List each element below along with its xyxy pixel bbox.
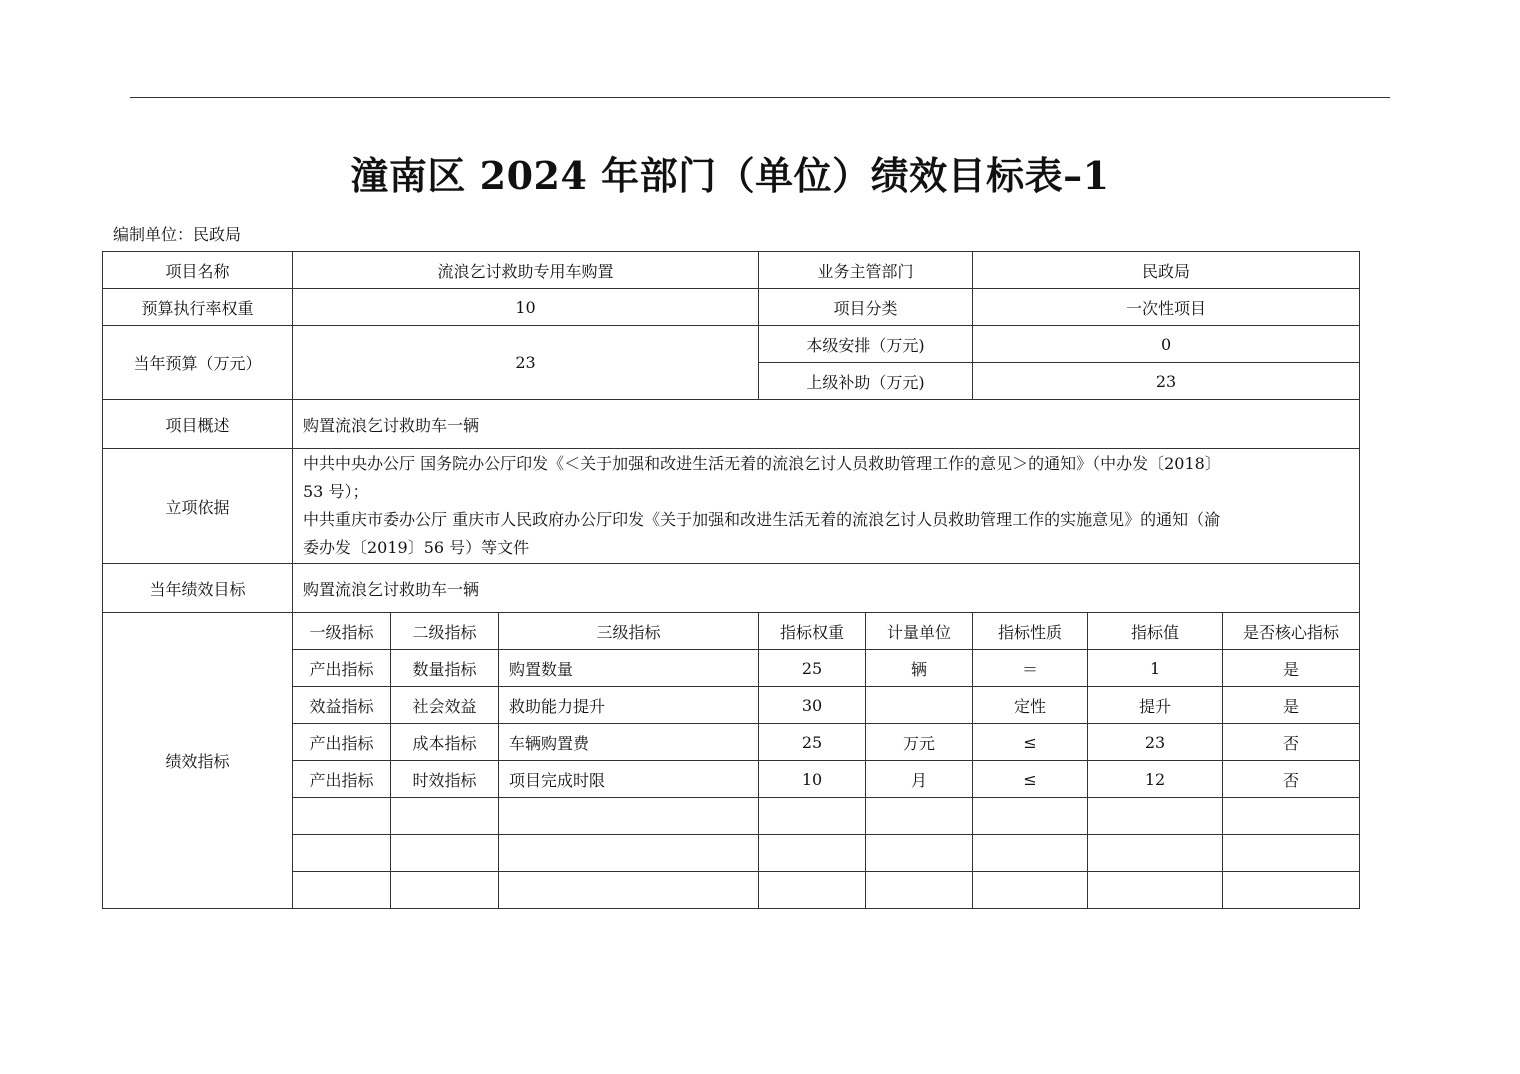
local-value: 0 bbox=[973, 326, 1360, 363]
category-label: 项目分类 bbox=[759, 289, 973, 326]
empty-cell bbox=[759, 872, 866, 909]
row-basis bbox=[103, 449, 1360, 564]
cell-unit: 万元 bbox=[866, 724, 973, 761]
empty-cell bbox=[973, 835, 1088, 872]
weight-value: 10 bbox=[293, 289, 759, 326]
empty-cell bbox=[1088, 835, 1223, 872]
cell-level3: 项目完成时限 bbox=[499, 761, 759, 798]
header-level2: 二级指标 bbox=[391, 613, 499, 650]
cell-unit bbox=[866, 687, 973, 724]
cell-core: 否 bbox=[1223, 724, 1360, 761]
cell-level3: 救助能力提升 bbox=[499, 687, 759, 724]
cell-nature: ≤ bbox=[973, 761, 1088, 798]
cell-level1: 产出指标 bbox=[293, 724, 391, 761]
weight-label: 预算执行率权重 bbox=[103, 289, 293, 326]
cell-level2: 时效指标 bbox=[391, 761, 499, 798]
compiling-unit: 编制单位：民政局 bbox=[113, 225, 242, 244]
empty-cell bbox=[293, 835, 391, 872]
header-rule bbox=[130, 97, 1390, 98]
empty-cell bbox=[1088, 798, 1223, 835]
overview-label: 项目概述 bbox=[103, 400, 293, 449]
empty-cell bbox=[866, 798, 973, 835]
empty-cell bbox=[1223, 798, 1360, 835]
cell-value: 12 bbox=[1088, 761, 1223, 798]
budget-value: 23 bbox=[293, 326, 759, 400]
indicator-header-row bbox=[103, 613, 1360, 650]
cell-level1: 产出指标 bbox=[293, 650, 391, 687]
cell-value: 1 bbox=[1088, 650, 1223, 687]
empty-cell bbox=[973, 872, 1088, 909]
project-name-label: 项目名称 bbox=[103, 252, 293, 289]
empty-cell bbox=[391, 872, 499, 909]
cell-weight: 10 bbox=[759, 761, 866, 798]
cell-unit: 月 bbox=[866, 761, 973, 798]
goal-value: 购置流浪乞讨救助车一辆 bbox=[293, 564, 1360, 613]
basis-label: 立项依据 bbox=[103, 449, 293, 564]
overview-value: 购置流浪乞讨救助车一辆 bbox=[293, 400, 1360, 449]
empty-cell bbox=[293, 798, 391, 835]
empty-cell bbox=[499, 798, 759, 835]
cell-nature: 定性 bbox=[973, 687, 1088, 724]
empty-cell bbox=[866, 835, 973, 872]
row-overview bbox=[103, 400, 1360, 449]
cell-level2: 成本指标 bbox=[391, 724, 499, 761]
empty-cell bbox=[759, 835, 866, 872]
empty-cell bbox=[866, 872, 973, 909]
header-unit: 计量单位 bbox=[866, 613, 973, 650]
empty-cell bbox=[973, 798, 1088, 835]
empty-cell bbox=[499, 872, 759, 909]
cell-nature: ≤ bbox=[973, 724, 1088, 761]
row-goal bbox=[103, 564, 1360, 613]
row-project-name bbox=[103, 252, 1360, 289]
cell-level2: 数量指标 bbox=[391, 650, 499, 687]
basis-line: 中共重庆市委办公厅 重庆市人民政府办公厅印发《关于加强和改进生活无着的流浪乞讨人员救助管理工作的实施意见》的通知（渝 bbox=[303, 510, 1221, 529]
header-weight: 指标权重 bbox=[759, 613, 866, 650]
budget-label: 当年预算（万元） bbox=[103, 326, 293, 400]
dept-label: 业务主管部门 bbox=[759, 252, 973, 289]
cell-weight: 25 bbox=[759, 724, 866, 761]
cell-level1: 效益指标 bbox=[293, 687, 391, 724]
empty-cell bbox=[293, 872, 391, 909]
cell-unit: 辆 bbox=[866, 650, 973, 687]
cell-core: 是 bbox=[1223, 650, 1360, 687]
page-title: 潼南区 2024 年部门（单位）绩效目标表–1 bbox=[350, 153, 1110, 198]
header-level1: 一级指标 bbox=[293, 613, 391, 650]
basis-value bbox=[293, 449, 1360, 564]
header-nature: 指标性质 bbox=[973, 613, 1088, 650]
indicator-section-label: 绩效指标 bbox=[103, 613, 293, 909]
cell-level3: 车辆购置费 bbox=[499, 724, 759, 761]
upper-label: 上级补助（万元) bbox=[759, 363, 973, 400]
cell-nature: ＝ bbox=[973, 650, 1088, 687]
header-value: 指标值 bbox=[1088, 613, 1223, 650]
dept-value: 民政局 bbox=[973, 252, 1360, 289]
row-budget-local bbox=[103, 326, 1360, 363]
upper-value: 23 bbox=[973, 363, 1360, 400]
goal-label: 当年绩效目标 bbox=[103, 564, 293, 613]
cell-value: 23 bbox=[1088, 724, 1223, 761]
basis-line: 53 号）； bbox=[303, 482, 369, 501]
empty-cell bbox=[1223, 835, 1360, 872]
row-budget-weight bbox=[103, 289, 1360, 326]
project-name-value: 流浪乞讨救助专用车购置 bbox=[293, 252, 759, 289]
header-core: 是否核心指标 bbox=[1223, 613, 1360, 650]
empty-cell bbox=[391, 835, 499, 872]
local-label: 本级安排（万元) bbox=[759, 326, 973, 363]
header-level3: 三级指标 bbox=[499, 613, 759, 650]
empty-cell bbox=[759, 798, 866, 835]
cell-core: 是 bbox=[1223, 687, 1360, 724]
performance-target-table bbox=[102, 251, 1360, 909]
cell-value: 提升 bbox=[1088, 687, 1223, 724]
empty-cell bbox=[1223, 872, 1360, 909]
category-value: 一次性项目 bbox=[973, 289, 1360, 326]
cell-level1: 产出指标 bbox=[293, 761, 391, 798]
empty-cell bbox=[391, 798, 499, 835]
cell-weight: 25 bbox=[759, 650, 866, 687]
cell-level2: 社会效益 bbox=[391, 687, 499, 724]
cell-core: 否 bbox=[1223, 761, 1360, 798]
basis-line: 委办发〔2019〕56 号）等文件 bbox=[303, 538, 530, 557]
empty-cell bbox=[1088, 872, 1223, 909]
cell-weight: 30 bbox=[759, 687, 866, 724]
cell-level3: 购置数量 bbox=[499, 650, 759, 687]
basis-line: 中共中央办公厅 国务院办公厅印发《＜关于加强和改进生活无着的流浪乞讨人员救助管理工作的意见＞的通知》（中办发〔2018〕 bbox=[303, 454, 1221, 473]
empty-cell bbox=[499, 835, 759, 872]
